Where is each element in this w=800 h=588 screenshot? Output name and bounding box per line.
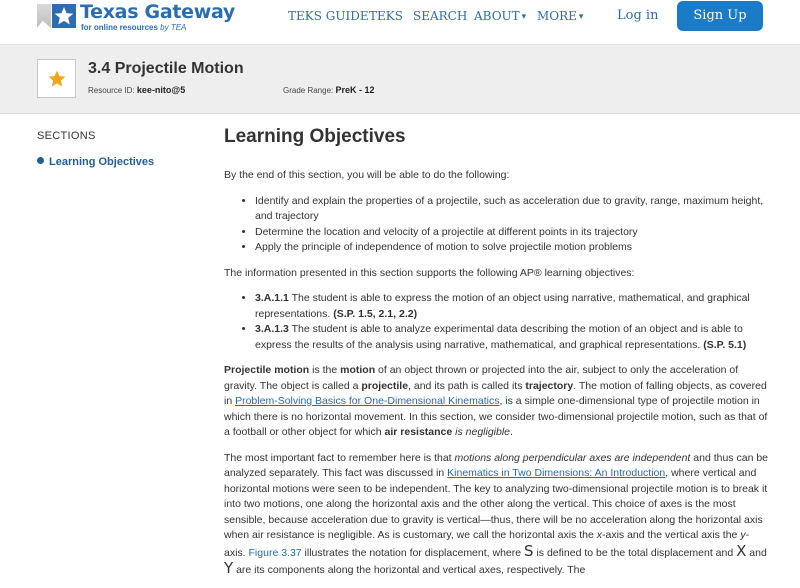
resource-id-value: kee-nito@5 <box>136 85 186 95</box>
text-span: illustrates the notation for displacement, where <box>301 546 525 559</box>
ap-objectives-list <box>224 291 769 353</box>
top-navigation <box>0 0 800 45</box>
var-y-component: Y <box>224 559 234 577</box>
term-motion: motion <box>340 364 376 376</box>
link-kinematics-two-dimensions[interactable]: Kinematics in Two Dimensions: An Introduction <box>447 467 666 479</box>
section-heading: Learning Objectives <box>224 126 406 147</box>
sidebar-item-learning-objectives[interactable] <box>37 156 154 168</box>
grade-range-label: Grade Range: <box>283 86 334 95</box>
intro-paragraph: By the end of this section, you will be able to do the following: <box>224 169 510 181</box>
var-s: S <box>524 541 534 560</box>
text-span: , and its path is called its <box>408 379 526 392</box>
objectives-list <box>224 194 769 256</box>
text-span: . <box>510 426 513 438</box>
main-content <box>224 124 769 588</box>
grade-range <box>283 85 375 95</box>
signup-button[interactable]: Sign Up <box>677 1 763 31</box>
term-trajectory: trajectory <box>525 379 574 392</box>
nav-about-label: ABOUT <box>474 9 520 23</box>
resource-title: 3.4 Projectile Motion <box>88 60 244 77</box>
nav-teks[interactable]: TEKS <box>369 9 403 23</box>
brand-title: Texas Gateway <box>80 1 235 23</box>
brand-subtitle-by: by TEA <box>160 23 187 32</box>
resource-id <box>88 85 185 95</box>
nav-search[interactable]: SEARCH <box>413 9 468 23</box>
nav-more[interactable] <box>537 9 583 23</box>
var-x: x <box>596 529 602 541</box>
emphasis-negligible: is negligible <box>455 426 511 438</box>
var-y: y <box>740 529 746 541</box>
nav-teks-guide[interactable]: TEKS GUIDE <box>288 9 369 23</box>
emphasis-independent-axes: motions along perpendicular axes are independent <box>454 451 691 464</box>
brand-subtitle <box>81 23 186 32</box>
ap-code: 3.A.1.3 <box>255 323 289 335</box>
text-span: -axis. <box>224 529 750 559</box>
text-span: . The motion of falling objects, as covered in <box>224 379 767 407</box>
text-span: and <box>746 546 767 559</box>
text-span: , is a simple one-dimensional type of projectile motion in which there is no horizontal movement. In this section, we consider two-dimensional projectile motion, such as that of a football or other object for which <box>224 395 768 438</box>
ap-code: 3.A.1.1 <box>255 292 289 304</box>
grade-range-value: PreK - 12 <box>335 85 375 95</box>
sidebar-item-label: Learning Objectives <box>49 156 155 168</box>
ap-sp: (S.P. 5.1) <box>703 338 747 351</box>
text-span: -axis and the vertical axis the <box>601 529 741 541</box>
text-span: , where vertical and horizontal motions were seen to be independent. The key to analyzing two-dimensional projectile motion is to break it into two motions, one along the horizontal axis and the other along the vertical. This choice of axes is the most sensible, because acceleration due to gravity is vertical—thus, there will be no acceleration along the horizontal axis when air resistance is negligible. As is customary, we call the horizontal axis the <box>224 467 768 541</box>
nav-about[interactable] <box>474 9 526 23</box>
list-item <box>255 291 769 322</box>
list-item <box>255 322 769 353</box>
term-projectile: projectile <box>361 379 409 392</box>
bullet-dot-icon <box>37 157 44 164</box>
independence-paragraph <box>224 451 769 579</box>
resource-favorite-button[interactable] <box>37 59 76 98</box>
logo-star-icon <box>52 4 76 28</box>
logo-flag-shape <box>37 4 51 28</box>
text-span: of an object thrown or projected into the air, subject to only the acceleration of gravity. The object is called a <box>224 364 739 392</box>
link-figure-3-37[interactable]: Figure 3.37 <box>248 546 302 559</box>
text-span: are its components along the horizontal and vertical axes, respectively. The <box>233 564 586 576</box>
resource-header <box>0 45 800 114</box>
link-one-dimensional-kinematics[interactable]: Problem-Solving Basics for One-Dimensional Kinematics <box>235 395 500 407</box>
sections-heading: SECTIONS <box>37 130 96 142</box>
ap-sp: (S.P. 1.5, 2.1, 2.2) <box>333 307 418 320</box>
term-air-resistance: air resistance <box>384 426 453 438</box>
list-item: • Apply the principle of independence of motion to solve projectile motion problems <box>255 240 769 256</box>
nav-more-label: MORE <box>537 9 577 23</box>
projectile-paragraph <box>224 363 769 441</box>
star-icon <box>47 69 67 89</box>
term-projectile-motion: Projectile motion <box>224 364 310 376</box>
text-span: is defined to be the total displacement and <box>533 546 737 559</box>
list-item: • Identify and explain the properties of a projectile, such as acceleration due to gravity, range, maximum height, and trajectory <box>255 194 769 225</box>
text-span: The most important fact to remember here is that <box>224 451 455 464</box>
login-link[interactable]: Log in <box>617 8 659 23</box>
ap-intro-paragraph: The information presented in this section supports the following AP® learning objectives: <box>224 266 635 279</box>
ap-text: The student is able to express the motion of an object using narrative, mathematical, and graphical representations. <box>255 292 750 320</box>
ap-text: The student is able to analyze experimental data describing the motion of an object and is able to express the results of the analysis using narrative, mathematical, and graphical representations. <box>255 323 743 351</box>
chevron-down-icon: ▾ <box>578 12 584 22</box>
list-item: • Determine the location and velocity of a projectile at different points in its trajectory <box>255 225 769 241</box>
brand-subtitle-prefix: for online resources <box>81 23 158 32</box>
var-x-component: X <box>736 541 747 560</box>
chevron-down-icon: ▾ <box>521 12 527 22</box>
resource-id-label: Resource ID: <box>88 86 135 95</box>
text-span: and thus can be analyzed separately. This fact was discussed in <box>224 451 769 479</box>
text-span: is the <box>309 364 341 376</box>
